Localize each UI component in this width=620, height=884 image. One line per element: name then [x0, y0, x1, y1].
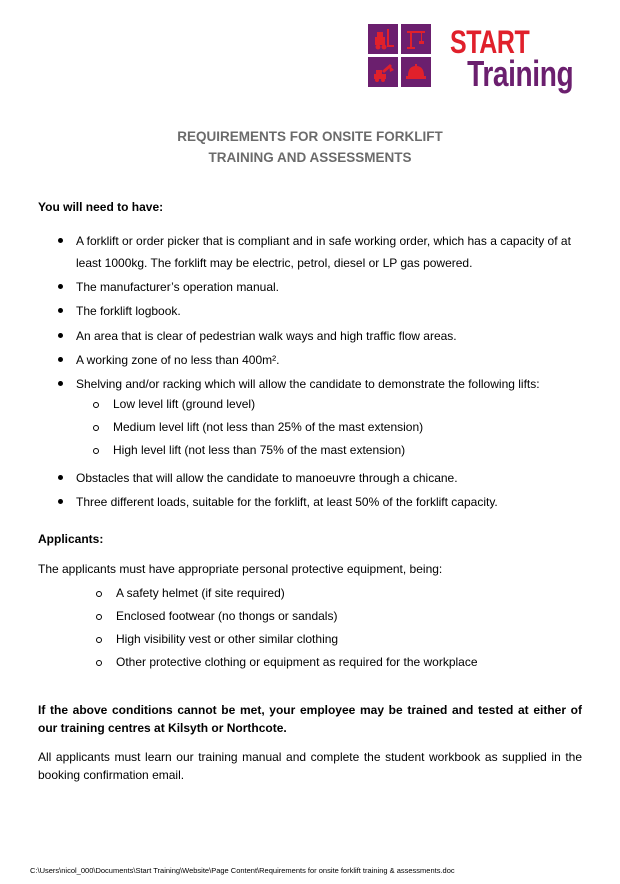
file-path-footer: C:\Users\nicol_000\Documents\Start Training\Website\Page Content\Requirements for onsite forklift training & assessments.doc — [30, 866, 455, 875]
requirements-heading: You will need to have: — [38, 200, 164, 214]
sub-list-item-text: Medium level lift (not less than 25% of the mast extension) — [113, 420, 424, 434]
logo-training-text: Training — [467, 53, 574, 94]
closing-paragraph: All applicants must learn our training manual and complete the student workbook as supplied in the booking confirmation email. — [38, 750, 582, 782]
bullet-icon — [58, 499, 63, 504]
bullet-icon — [58, 357, 63, 362]
list-item-text: Shelving and/or racking which will allow the candidate to demonstrate the following lifts: — [76, 377, 540, 391]
circle-bullet-icon — [93, 402, 99, 408]
list-item-text: Three different loads, suitable for the forklift, at least 50% of the forklift capacity. — [76, 495, 498, 509]
sub-list-item-text: High visibility vest or other similar clothing — [116, 632, 339, 646]
bullet-icon — [58, 381, 63, 386]
sub-list-item-text: Enclosed footwear (no thongs or sandals) — [116, 609, 338, 623]
circle-bullet-icon — [96, 660, 102, 666]
circle-bullet-icon — [96, 614, 102, 620]
list-item-text: A forklift or order picker that is compliant and in safe working order, which has a capacity of at least 1000kg. The forklift may be electric, petrol, diesel or LP gas powered. — [76, 234, 571, 270]
sub-list-item-text: Low level lift (ground level) — [113, 397, 256, 411]
list-item-text: The forklift logbook. — [76, 304, 181, 318]
start-training-logo — [368, 24, 582, 92]
document-title-line-2: TRAINING AND ASSESSMENTS — [208, 150, 412, 165]
hard-hat-tile-icon — [401, 57, 431, 87]
bullet-icon — [58, 475, 63, 480]
sub-list-item-text: Other protective clothing or equipment as required for the workplace — [116, 655, 478, 669]
circle-bullet-icon — [96, 637, 102, 643]
document-title-line-1: REQUIREMENTS FOR ONSITE FORKLIFT — [177, 129, 443, 144]
forklift-tile-icon — [368, 24, 398, 54]
bullet-icon — [58, 284, 63, 289]
logo-start-text: START — [450, 24, 530, 60]
crane-tile-icon — [401, 24, 431, 54]
logo-tiles — [368, 24, 432, 88]
excavator-tile-icon — [368, 57, 398, 87]
applicants-heading: Applicants: — [38, 532, 104, 546]
circle-bullet-icon — [96, 591, 102, 597]
circle-bullet-icon — [93, 425, 99, 431]
alternative-notice: If the above conditions cannot be met, your employee may be trained and tested at either of our training centres at Kilsyth or Northcote. — [38, 703, 582, 735]
bullet-icon — [58, 238, 63, 243]
list-item-text: A working zone of no less than 400m². — [76, 353, 280, 367]
list-item-text: Obstacles that will allow the candidate to manoeuvre through a chicane. — [76, 471, 458, 485]
bullet-icon — [58, 333, 63, 338]
sub-list-item-text: High level lift (not less than 75% of the mast extension) — [113, 443, 406, 457]
list-item-text: The manufacturer’s operation manual. — [76, 280, 280, 294]
sub-list-item-text: A safety helmet (if site required) — [116, 586, 285, 600]
logo-wordmark — [450, 26, 573, 92]
circle-bullet-icon — [93, 448, 99, 454]
bullet-icon — [58, 308, 63, 313]
list-item-text: An area that is clear of pedestrian walk ways and high traffic flow areas. — [76, 329, 457, 343]
applicants-intro: The applicants must have appropriate personal protective equipment, being: — [38, 562, 443, 576]
